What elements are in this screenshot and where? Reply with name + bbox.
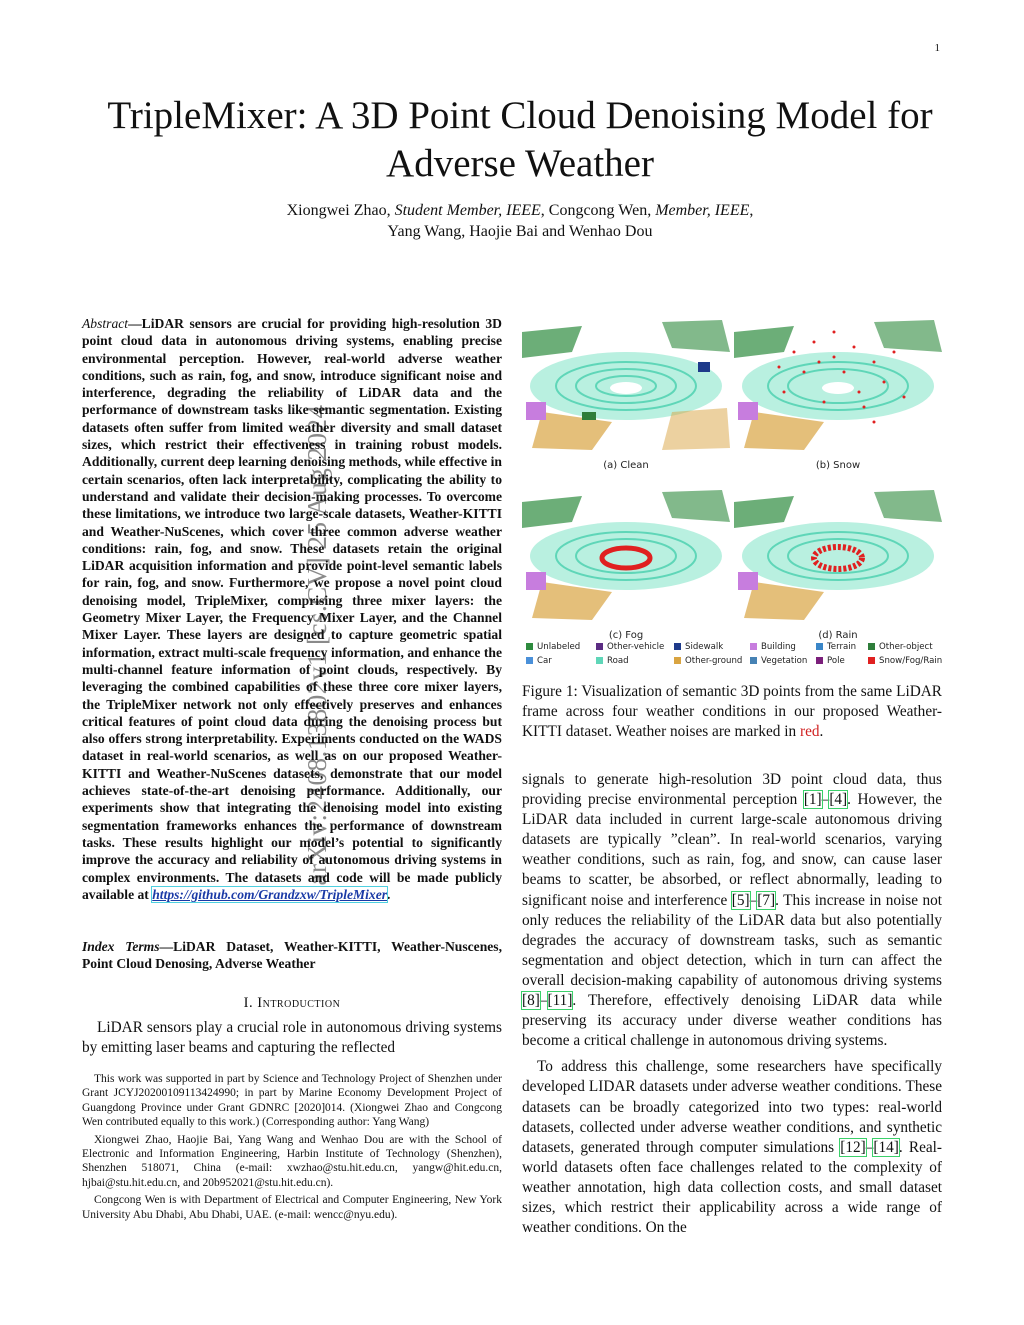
legend-label: Unlabeled xyxy=(537,642,581,652)
lidar-scan-clean xyxy=(522,312,730,452)
panel-clean xyxy=(522,312,730,452)
legend-swatch xyxy=(674,657,681,664)
footnotes xyxy=(82,1072,502,1225)
legend-pole xyxy=(816,656,845,666)
legend-label: Other-object xyxy=(879,642,933,652)
citation-link[interactable]: [1] xyxy=(803,791,822,809)
index-terms-text: —LiDAR Dataset, Weather-KITTI, Weather-Nuscenes, Point Cloud Denosing, Adverse Weather xyxy=(82,939,502,972)
legend-road xyxy=(596,656,629,666)
legend-swatch xyxy=(750,643,757,650)
legend-snow-fog-rain xyxy=(868,656,942,666)
legend-label: Building xyxy=(761,642,796,652)
legend-swatch xyxy=(526,643,533,650)
abstract-label: Abstract xyxy=(82,316,129,331)
caption-end: . xyxy=(819,723,824,741)
section-number: I. xyxy=(243,995,254,1011)
index-terms xyxy=(82,938,502,973)
legend-label: Snow/Fog/Rain xyxy=(879,656,943,666)
panel-fog xyxy=(522,482,730,622)
legend-other-vehicle xyxy=(596,642,664,652)
legend-swatch xyxy=(750,657,757,664)
author-line-2: Yang Wang, Haojie Bai and Wenhao Dou xyxy=(387,223,653,240)
figure-caption xyxy=(522,682,942,742)
legend-label: Car xyxy=(537,656,552,666)
legend-swatch xyxy=(596,643,603,650)
abstract-end: . xyxy=(387,886,391,902)
paragraph-1: signals to generate high-resolution 3D point cloud data, thus providing precise environmental perception [1]–[4]. However, the LiDAR data included in current large-scale autonomous driving datasets are typically ”clean”. In real-world scenarios, varying weather conditions, such as rain, fog, and snow, can cause laser beams to scatter, be absorbed, or reflect abnormally, leading to significant noise and interference [5]–[7]. This increase in noise not only reduces the reliability of the LiDAR data but also potentially degrades the accuracy of downstream tasks, such as semantic segmentation and object detection, which in turn can affect the overall decision-making capability of autonomous driving systems [8]–[11]. Therefore, effectively denoising LiDAR data while preserving its accuracy under diverse weather conditions has become a critical challenge in autonomous driving systems. xyxy=(522,771,942,1050)
panel-label-snow: (b) Snow xyxy=(815,460,861,471)
code-link[interactable]: https://github.com/Grandzxw/TripleMixer xyxy=(152,886,388,902)
footnote-affiliation-1: Xiongwei Zhao, Haojie Bai, Yang Wang and Wenhao Dou are with the School of Electronic and Information Engineering, Harbin Institute of Technology (Shenzhen), Shenzhen 518071, China (e-mail: xwzhao@stu.hit.edu.cn, yangw@hit.edu.cn, hjbai@stu.hit.edu.cn, and 20b952021@stu.hit.edu.cn). xyxy=(82,1133,502,1189)
caption-red-word: red xyxy=(799,723,820,741)
citation-link[interactable]: [14] xyxy=(873,1138,899,1156)
panel-label-clean: (a) Clean xyxy=(603,460,649,471)
footnote-affiliation-2: Congcong Wen is with Department of Electrical and Computer Engineering, New York University Abu Dhabi, Abu Dhabi, UAE. (e-mail: wencc@nyu.edu). xyxy=(82,1194,502,1221)
right-column-body xyxy=(522,770,942,1238)
footnote-funding: This work was supported in part by Science and Technology Project of Shenzhen under Grant JCYJ20200109113424990; in part by Marine Economy Development Project of Guangdong Province under Grant GDNRC [2020]014. (Xiongwei Zhao and Congcong Wen contributed equally to this work.) (Corresponding author: Yang Wang) xyxy=(82,1073,502,1129)
lidar-scan-rain xyxy=(734,482,942,622)
legend-label: Pole xyxy=(827,656,845,666)
legend-other-object xyxy=(868,642,933,652)
legend-swatch xyxy=(816,657,823,664)
legend-label: Sidewalk xyxy=(685,642,724,652)
citation-link[interactable]: [12] xyxy=(840,1138,866,1156)
lidar-scan-snow xyxy=(734,312,942,452)
legend-label: Other-ground xyxy=(685,656,743,666)
legend-car xyxy=(526,656,552,666)
legend-swatch xyxy=(816,643,823,650)
legend-swatch xyxy=(596,657,603,664)
author-line-1: Xiongwei Zhao, Student Member, IEEE, Congcong Wen, Member, IEEE, xyxy=(286,202,754,219)
legend-vegetation xyxy=(750,656,807,666)
arxiv-identifier[interactable]: arXiv:2408.13802v1 [cs.CV] 25 Aug 2024 xyxy=(302,404,332,886)
abstract-text: —LiDAR sensors are crucial for providing high-resolution 3D point cloud data in autonomous driving systems, enabling precise environmental perception. However, real-world adverse weather conditions, such as rain, fog, and snow, introduce significant noise and interference, degrading the reliability of LiDAR data and the performance of downstream tasks like semantic segmentation. Existing datasets often suffer from limited weather diversity and small dataset sizes, which restrict their effectiveness in training robust models. Additionally, current deep learning denoising methods, while effective in certain scenarios, often lack interpretability, complicating the ability to understand and validate their decision-making processes. To overcome these limitations, we introduce two large-scale datasets, Weather-KITTI and Weather-NuScenes, which cover three common adverse weather conditions: rain, fog, and snow. These datasets retain the original LiDAR acquisition information and provide point-level semantic labels for rain, fog, and snow. Furthermore, we propose a novel point cloud denoising model, TripleMixer, comprising three mixer layers: the Geometry Mixer Layer, the Frequency Mixer Layer, and the Channel Mixer Layer. These layers are designed to capture geometric spatial information, extract multi-scale frequency information, and enhance the multi-channel feature information of point clouds, respectively. By leveraging the combined capabilities of these three core mixer layers, the TripleMixer network not only effectively preserves and enhances critical features of point cloud data during the denoising process but also offers strong interpretability. Experiments conducted on the WADS dataset in real-world scenarios, as well as on our proposed Weather-KITTI and Weather-NuScenes datasets, demonstrate that our model achieves state-of-the-art denoising performance. Additionally, our experiments show that integrating the denoising model into existing segmentation frameworks enhances the performance of downstream tasks. These results highlight our model’s potential to significantly improve the accuracy and reliability of autonomous driving systems in complex environments. The datasets and code will be made publicly available at xyxy=(82,316,502,902)
panel-snow xyxy=(734,312,942,452)
legend-label: Road xyxy=(607,656,629,666)
figure-1 xyxy=(522,312,942,670)
legend-sidewalk xyxy=(674,642,723,652)
legend-other-ground xyxy=(674,656,742,666)
legend-terrain xyxy=(816,642,856,652)
citation-link[interactable]: [8] xyxy=(522,992,540,1010)
paper-title: TripleMixer: A 3D Point Cloud Denoising Model for Adverse Weather xyxy=(107,94,933,185)
lidar-scan-fog xyxy=(522,482,730,622)
intro-text: LiDAR sensors play a crucial role in autonomous driving systems by emitting laser beams and capturing the reflected xyxy=(82,1019,502,1057)
citation-link[interactable]: [5] xyxy=(731,891,750,909)
legend-building xyxy=(750,642,796,652)
legend-unlabeled xyxy=(526,642,580,652)
caption-text: Figure 1: Visualization of semantic 3D points from the same LiDAR frame across four weather conditions in our proposed Weather-KITTI dataset. Weather noises are marked in xyxy=(522,683,942,741)
legend-swatch xyxy=(868,657,875,664)
legend-label: Vegetation xyxy=(761,656,808,666)
section-title: Introduction xyxy=(257,995,341,1011)
paragraph-2: To address this challenge, some researchers have specifically developed LIDAR datasets under adverse weather conditions. These datasets can be broadly categorized into two types: real-world datasets, collected under adverse weather conditions, and synthetic datasets, generated through computer simulations [12]–[14]. Real-world datasets often face challenges related to the complexity of weather annotation, high data collection costs, and small dataset sizes, which restrict their applicability across a wide range of weather conditions. On the xyxy=(522,1058,942,1237)
panel-label-fog: (c) Fog xyxy=(608,630,644,641)
panel-rain xyxy=(734,482,942,622)
legend-swatch xyxy=(868,643,875,650)
abstract xyxy=(82,315,502,903)
legend-swatch xyxy=(674,643,681,650)
legend-swatch xyxy=(526,657,533,664)
citation-link[interactable]: [4] xyxy=(829,791,848,809)
citation-link[interactable]: [7] xyxy=(757,891,776,909)
page-number: 1 xyxy=(934,42,940,54)
panel-label-rain: (d) Rain xyxy=(818,630,858,641)
index-terms-label: Index Terms xyxy=(82,939,160,954)
legend-label: Terrain xyxy=(827,642,857,652)
legend-label: Other-vehicle xyxy=(607,642,665,652)
intro-paragraph xyxy=(82,1018,502,1058)
citation-link[interactable]: [11] xyxy=(547,992,573,1010)
author-list xyxy=(120,200,920,242)
section-heading xyxy=(82,995,502,1012)
